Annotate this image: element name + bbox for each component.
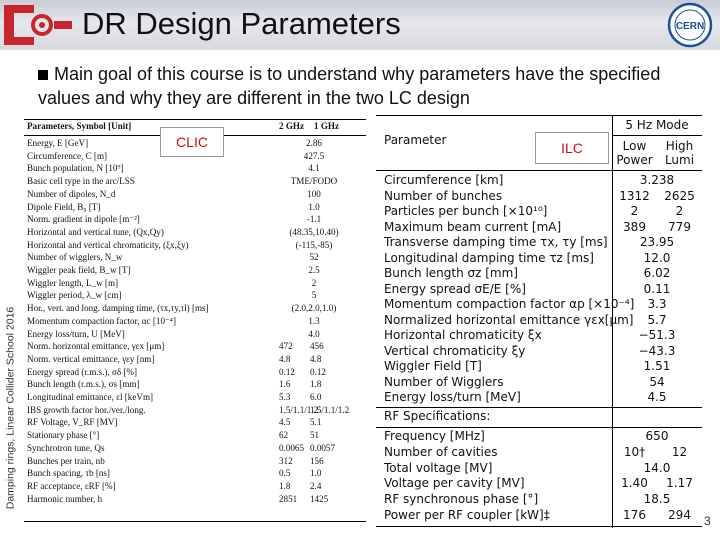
- param-label: Wiggler Field [T]: [384, 359, 482, 373]
- svg-text:CERN: CERN: [675, 21, 705, 32]
- table-row: [24, 317, 366, 327]
- param-label: Harmonic number, h: [27, 493, 103, 504]
- table-row: [24, 380, 366, 390]
- param-label: Bunch length (r.m.s.), σs [mm]: [27, 379, 140, 390]
- table-row: [376, 492, 702, 508]
- slide-header: [0, 0, 720, 50]
- param-value-1ghz: 2.4: [310, 480, 322, 491]
- param-label: Bunch length σz [mm]: [384, 266, 518, 280]
- param-value: 650: [645, 429, 669, 443]
- param-value-1ghz: 1425: [310, 493, 329, 504]
- ilc-header-high-lumi: Lumi: [664, 153, 695, 167]
- param-label: Wiggler length, L_w [m]: [27, 277, 119, 288]
- table-row: [24, 431, 366, 441]
- table-row: [24, 164, 366, 174]
- param-label: Norm. vertical emittance, γεy [nm]: [27, 353, 155, 364]
- table-row: [24, 253, 366, 263]
- table-row: [24, 342, 366, 352]
- linear-collider-logo-icon: [2, 3, 74, 47]
- param-label: IBS growth factor hor./ver./long.: [27, 404, 146, 415]
- goal-bullet: [38, 62, 678, 110]
- param-label: Norm. gradient in dipole [m⁻²]: [27, 214, 140, 225]
- table-row: [24, 418, 366, 428]
- ilc-header-low: Low: [622, 139, 647, 153]
- table-row: [376, 445, 702, 461]
- param-value: 14.0: [643, 460, 671, 475]
- table-row: [24, 304, 366, 314]
- table-row: [376, 251, 702, 267]
- param-label: Number of cavities: [384, 444, 498, 459]
- table-row: [376, 429, 702, 445]
- param-value: 1.3: [308, 315, 320, 326]
- param-value-low-power: 10†: [623, 444, 646, 459]
- param-label: Longitudinal damping time τz [ms]: [384, 250, 594, 265]
- param-value-2ghz: 1.8: [279, 480, 291, 491]
- param-label: RF synchronous phase [°]: [384, 492, 539, 507]
- param-label: Energy spread σE/E [%]: [384, 281, 526, 296]
- param-value-1ghz: 156: [310, 455, 324, 466]
- table-row: [24, 355, 366, 365]
- param-label: Energy spread (r.m.s.), σδ [%]: [27, 366, 138, 377]
- param-value: 1.0: [308, 201, 320, 212]
- param-value-low-power: 1.40: [621, 476, 648, 491]
- param-label: Wiggler peak field, B_w [T]: [27, 265, 131, 275]
- param-value: 18.5: [643, 492, 671, 507]
- param-value-2ghz: 1.6: [279, 379, 291, 390]
- param-value: 1.51: [643, 359, 671, 373]
- param-value: 4.5: [647, 390, 667, 404]
- table-row: [24, 469, 366, 479]
- goal-text: Main goal of this course is to understand why parameters have the specified values and why they are different in the two LC design: [38, 64, 661, 108]
- param-value: 5.7: [647, 312, 667, 327]
- param-label: Energy loss/turn, U [MeV]: [27, 328, 125, 339]
- param-label: Longitudinal emittance, εl [keVm]: [27, 392, 154, 402]
- table-row: [376, 476, 702, 492]
- param-value-high-lumi: 1.17: [666, 476, 693, 491]
- clic-parameter-table: [24, 117, 366, 523]
- table-row: [24, 368, 366, 378]
- table-row: [24, 330, 366, 340]
- param-label: RF Voltage, V_RF [MV]: [27, 417, 118, 428]
- param-value-low-power: 176: [623, 508, 646, 522]
- param-value: 2.86: [306, 138, 322, 148]
- page-title: DR Design Parameters: [82, 6, 401, 41]
- param-value-1ghz: 1.8: [310, 379, 322, 390]
- param-value-high-lumi: 2625: [664, 188, 695, 203]
- clic-header-param: Parameters, Symbol [Unit]: [27, 121, 132, 131]
- param-label: Maximum beam current [mA]: [384, 219, 562, 234]
- param-value: −43.3: [638, 343, 676, 358]
- param-value: −51.3: [638, 328, 676, 342]
- param-label: Frequency [MHz]: [384, 429, 485, 443]
- param-value: (-115,-85): [295, 239, 333, 250]
- cern-logo-icon: [664, 2, 716, 48]
- param-label: Particles per bunch [×10¹⁰]: [384, 204, 548, 218]
- table-row: [376, 220, 702, 236]
- param-label: Number of dipoles, N_d: [27, 188, 116, 199]
- param-value: 23.95: [639, 235, 675, 249]
- ilc-rf-title: RF Specifications:: [384, 409, 491, 423]
- bullet-icon: [38, 70, 48, 80]
- param-value: 2.5: [308, 265, 320, 275]
- clic-label: CLIC: [160, 127, 224, 157]
- table-row: [24, 177, 366, 187]
- param-value-1ghz: 456: [310, 341, 324, 352]
- param-label: Bunches per train, nb: [27, 455, 105, 466]
- param-label: RF acceptance, εRF [%]: [27, 480, 116, 491]
- table-row: [24, 215, 366, 225]
- param-value: 5: [311, 290, 317, 301]
- param-value: -1.1: [306, 214, 322, 225]
- table-row: [24, 266, 366, 276]
- param-label: Synchrotron tune, Qs: [27, 442, 105, 453]
- table-row: [376, 235, 702, 251]
- ilc-parameter-table: [376, 115, 702, 528]
- table-row: [24, 291, 366, 301]
- param-label: Vertical chromaticity ξy: [384, 343, 526, 358]
- table-row: [376, 508, 702, 524]
- param-value: TME/FODO: [290, 176, 338, 187]
- param-value-low-power: 1312: [619, 188, 650, 203]
- clic-header-1ghz: 1 GHz: [314, 121, 340, 131]
- param-value: (2.0,2.0,1.0): [291, 303, 337, 314]
- clic-header-2ghz: 2 GHz: [279, 121, 305, 131]
- ilc-label: ILC: [535, 132, 609, 164]
- param-value-low-power: 2: [630, 204, 639, 218]
- param-label: Bunch spacing, τb [ns]: [27, 468, 110, 479]
- param-label: Horizontal and vertical chromaticity, (ξx,ξy): [27, 239, 189, 250]
- ilc-header-param: Parameter: [384, 133, 447, 147]
- param-value-2ghz: 4.8: [279, 353, 291, 364]
- param-value-2ghz: 0.12: [279, 366, 295, 377]
- param-label: Voltage per cavity [MV]: [384, 476, 525, 491]
- sidebar-footer-text: Damping rings, Linear Collider School 2016: [4, 306, 17, 510]
- param-value-1ghz: 6.0: [310, 392, 322, 402]
- ilc-header-mode: 5 Hz Mode: [625, 118, 689, 132]
- param-value-1ghz: 5.1: [310, 417, 322, 428]
- param-value-2ghz: 62: [279, 430, 289, 441]
- param-label: Horizontal chromaticity ξx: [384, 328, 542, 342]
- table-row: [24, 444, 366, 454]
- table-row: [24, 190, 366, 200]
- param-value-high-lumi: 2: [675, 204, 684, 218]
- param-value: 3.3: [647, 297, 667, 311]
- param-label: Wiggler period, λ_w [cm]: [27, 290, 122, 301]
- param-label: Hor., vert. and long. damping time, (τx,τy,τl) [ms]: [27, 303, 209, 314]
- param-value: 54: [649, 374, 665, 389]
- table-row: [376, 375, 702, 391]
- table-row: [24, 203, 366, 213]
- param-label: Energy loss/turn [MeV]: [384, 390, 521, 404]
- param-value-2ghz: 0.5: [279, 468, 291, 479]
- table-row: [24, 495, 366, 505]
- param-label: Bunch population, N [10⁹]: [27, 163, 124, 174]
- param-value: 2: [311, 277, 317, 288]
- table-row: [376, 313, 702, 329]
- param-value-high-lumi: 294: [668, 508, 691, 522]
- table-row: [24, 393, 366, 403]
- table-row: [376, 461, 702, 477]
- param-label: Momentum compaction factor, αc [10⁻⁴]: [27, 315, 176, 326]
- param-value-1ghz: 0.12: [310, 366, 326, 377]
- param-value-1ghz: 0.0057: [310, 442, 336, 453]
- table-row: [376, 344, 702, 360]
- param-label: Number of wigglers, N_w: [27, 252, 123, 263]
- table-row: [376, 189, 702, 205]
- param-value: 4.0: [308, 328, 320, 339]
- param-value: 427.5: [303, 150, 325, 161]
- table-row: [24, 279, 366, 289]
- param-value-1ghz: 4.8: [310, 353, 322, 364]
- param-label: Power per RF coupler [kW]‡: [384, 508, 550, 522]
- param-label: Energy, E [GeV]: [27, 138, 89, 148]
- param-value-2ghz: 4.5: [279, 417, 291, 428]
- param-label: Total voltage [MV]: [384, 460, 493, 475]
- param-label: Dipole Field, B₀ [T]: [27, 201, 101, 212]
- param-label: Momentum compaction factor αp [×10⁻⁴]: [384, 297, 635, 311]
- param-value-high-lumi: 12: [671, 444, 688, 459]
- param-value: 52: [309, 252, 319, 263]
- param-label: Stationary phase [°]: [27, 430, 100, 441]
- param-value-1ghz: 51: [310, 430, 320, 441]
- page-number: 3: [704, 514, 711, 528]
- table-row: [376, 204, 702, 220]
- param-value: 0.11: [643, 281, 671, 296]
- param-value-1ghz: 1.5/1.1/1.2: [310, 404, 350, 415]
- param-label: Circumference [km]: [384, 173, 504, 187]
- table-row: [24, 457, 366, 467]
- param-value: 6.02: [643, 266, 671, 280]
- table-row: [24, 482, 366, 492]
- param-value-low-power: 389: [623, 219, 646, 234]
- param-label: Number of Wigglers: [384, 374, 504, 389]
- param-value-2ghz: 1.5/1.1/1.2: [279, 404, 319, 415]
- table-row: [376, 266, 702, 282]
- table-row: [376, 297, 702, 313]
- table-row: [376, 359, 702, 375]
- param-value-2ghz: 472: [279, 341, 293, 352]
- param-label: Horizontal and vertical tune, (Qx,Qy): [27, 226, 164, 237]
- ilc-header-low-power: Power: [616, 153, 653, 167]
- table-row: [376, 282, 702, 298]
- param-value-high-lumi: 779: [668, 219, 691, 234]
- param-value: 3.238: [639, 173, 675, 187]
- param-value-2ghz: 312: [279, 455, 293, 466]
- param-value-1ghz: 1.0: [310, 468, 322, 479]
- table-row: [376, 173, 702, 189]
- param-label: Basic cell type in the arc/LSS: [27, 176, 135, 187]
- table-row: [376, 390, 702, 406]
- param-value: 4.1: [308, 163, 320, 174]
- param-value: 12.0: [643, 250, 671, 265]
- param-value-2ghz: 0.0065: [279, 442, 305, 453]
- param-label: Circumference, C [m]: [27, 150, 108, 161]
- param-label: Transverse damping time τx, τy [ms]: [384, 235, 608, 249]
- param-value: (48.35,10.40): [289, 226, 339, 237]
- table-row: [24, 406, 366, 416]
- table-row: [24, 228, 366, 238]
- param-label: Number of bunches: [384, 188, 503, 203]
- table-row: [376, 328, 702, 344]
- param-value-2ghz: 5.3: [279, 392, 291, 402]
- param-label: Norm. horizontal emittance, γεx [μm]: [27, 341, 165, 352]
- param-value-2ghz: 2851: [279, 493, 298, 504]
- table-row: [24, 241, 366, 251]
- ilc-header-high: High: [665, 139, 694, 153]
- param-value: 100: [307, 188, 321, 199]
- param-label: Normalized horizontal emittance γεx[μm]: [384, 312, 634, 327]
